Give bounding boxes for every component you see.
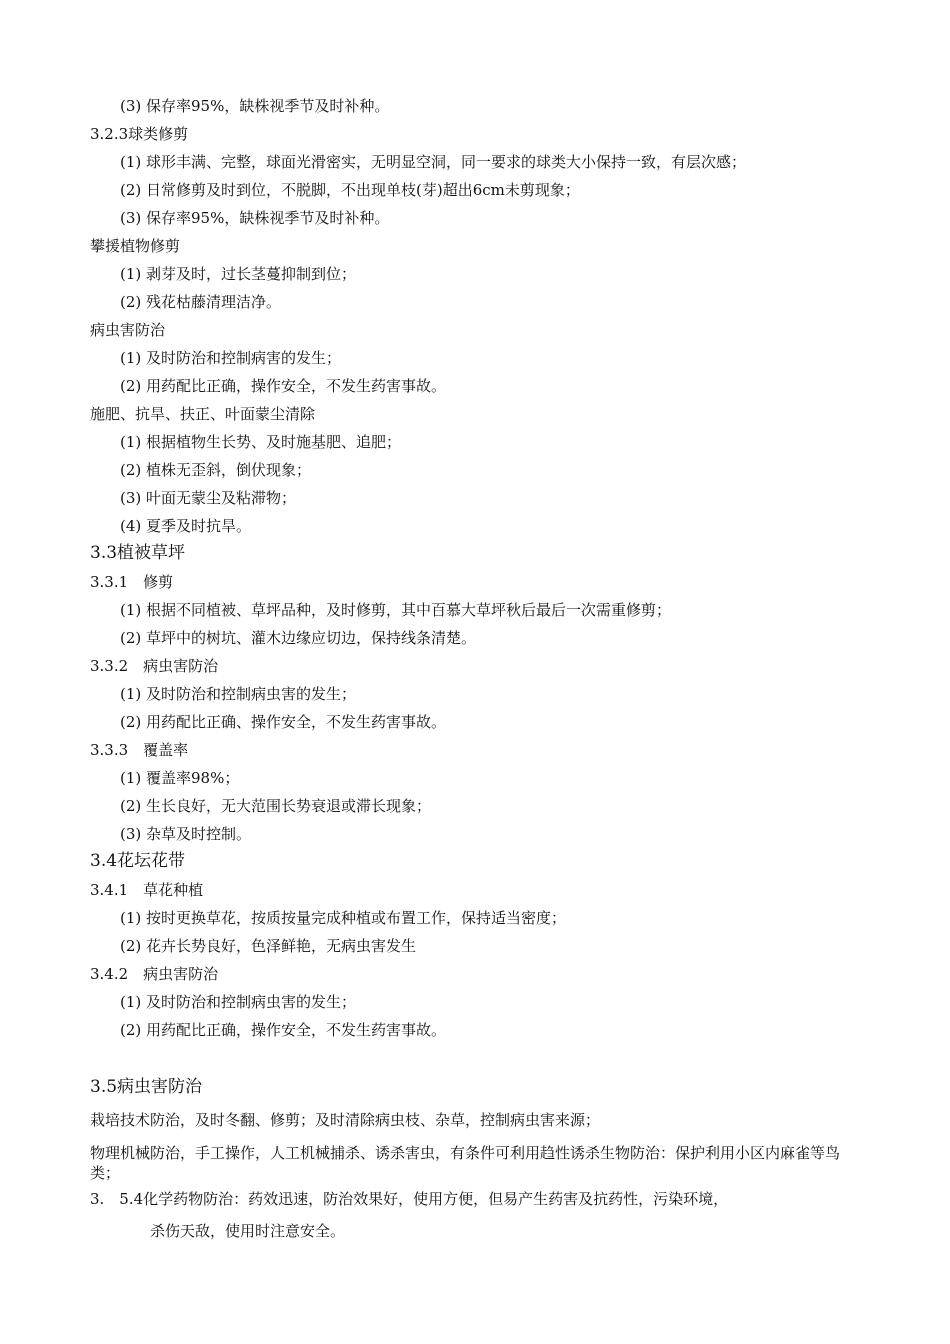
subsection-heading: 3.3.2 病虫害防治 xyxy=(90,657,219,675)
subsection-heading: 攀援植物修剪 xyxy=(90,237,181,255)
subsection-heading: 3.3.1 修剪 xyxy=(90,573,174,591)
list-item: (1) 剥芽及时，过长茎蔓抑制到位； xyxy=(120,265,357,283)
list-item: (1) 及时防治和控制病虫害的发生； xyxy=(120,993,357,1011)
list-item: (2) 花卉长势良好，色泽鲜艳，无病虫害发生 xyxy=(120,937,417,955)
subsection-heading: 3.2.3球类修剪 xyxy=(90,125,189,143)
list-item: (3) 保存率95%，缺株视季节及时补种。 xyxy=(120,97,390,115)
subsection-heading: 3.4.2 病虫害防治 xyxy=(90,965,219,983)
list-item: (3) 杂草及时控制。 xyxy=(120,825,252,843)
list-item: (3) 保存率95%，缺株视季节及时补种。 xyxy=(120,209,390,227)
list-item: (1) 覆盖率98%； xyxy=(120,769,240,787)
list-item: (2) 用药配比正确，操作安全，不发生药害事故。 xyxy=(120,1021,447,1039)
list-item: (1) 根据不同植被、草坪品种，及时修剪，其中百慕大草坪秋后最后一次需重修剪； xyxy=(120,601,672,619)
list-item: (2) 残花枯藤清理洁净。 xyxy=(120,293,282,311)
list-item: (2) 用药配比正确、操作安全，不发生药害事故。 xyxy=(120,713,447,731)
list-item: (1) 根据植物生长势、及时施基肥、追肥； xyxy=(120,433,402,451)
section-heading: 3.4花坛花带 xyxy=(90,851,186,871)
subsection-heading: 3.4.1 草花种植 xyxy=(90,881,204,899)
list-item: (2) 用药配比正确，操作安全，不发生药害事故。 xyxy=(120,377,447,395)
subsection-heading: 施肥、抗旱、扶正、叶面蒙尘清除 xyxy=(90,405,316,423)
list-item: (3) 叶面无蒙尘及粘滞物； xyxy=(120,489,297,507)
paragraph: 栽培技术防治，及时冬翻、修剪；及时清除病虫枝、杂草，控制病虫害来源； xyxy=(90,1111,601,1129)
list-item: (1) 球形丰满、完整，球面光滑密实，无明显空洞，同一要求的球类大小保持一致，有层次感； xyxy=(120,153,747,171)
paragraph: 3. 5.4化学药物防治：药效迅速，防治效果好，使用方便，但易产生药害及抗药性，污染环境， xyxy=(90,1190,729,1208)
section-heading: 3.5病虫害防治 xyxy=(90,1077,203,1097)
list-item: (1) 及时防治和控制病害的发生； xyxy=(120,349,342,367)
list-item: (2) 日常修剪及时到位，不脱脚，不出现单枝(芽)超出6cm未剪现象； xyxy=(120,181,580,199)
list-item: (1) 及时防治和控制病虫害的发生； xyxy=(120,685,357,703)
paragraph-continuation: 杀伤天敌，使用时注意安全。 xyxy=(150,1222,346,1240)
subsection-heading: 病虫害防治 xyxy=(90,321,166,339)
subsection-heading: 3.3.3 覆盖率 xyxy=(90,741,189,759)
list-item: (2) 草坪中的树坑、灌木边缘应切边，保持线条清楚。 xyxy=(120,629,477,647)
section-heading: 3.3植被草坪 xyxy=(90,543,186,563)
paragraph: 物理机械防治，手工操作，人工机械捕杀、诱杀害虫，有条件可利用趋性诱杀生物防治：保护利用小区内麻雀等鸟类； xyxy=(90,1144,841,1182)
list-item: (2) 植株无歪斜，倒伏现象； xyxy=(120,461,312,479)
list-item: (4) 夏季及时抗旱。 xyxy=(120,517,252,535)
list-item: (1) 按时更换草花，按质按量完成种植或布置工作，保持适当密度； xyxy=(120,909,567,927)
list-item: (2) 生长良好，无大范围长势衰退或滞长现象； xyxy=(120,797,432,815)
